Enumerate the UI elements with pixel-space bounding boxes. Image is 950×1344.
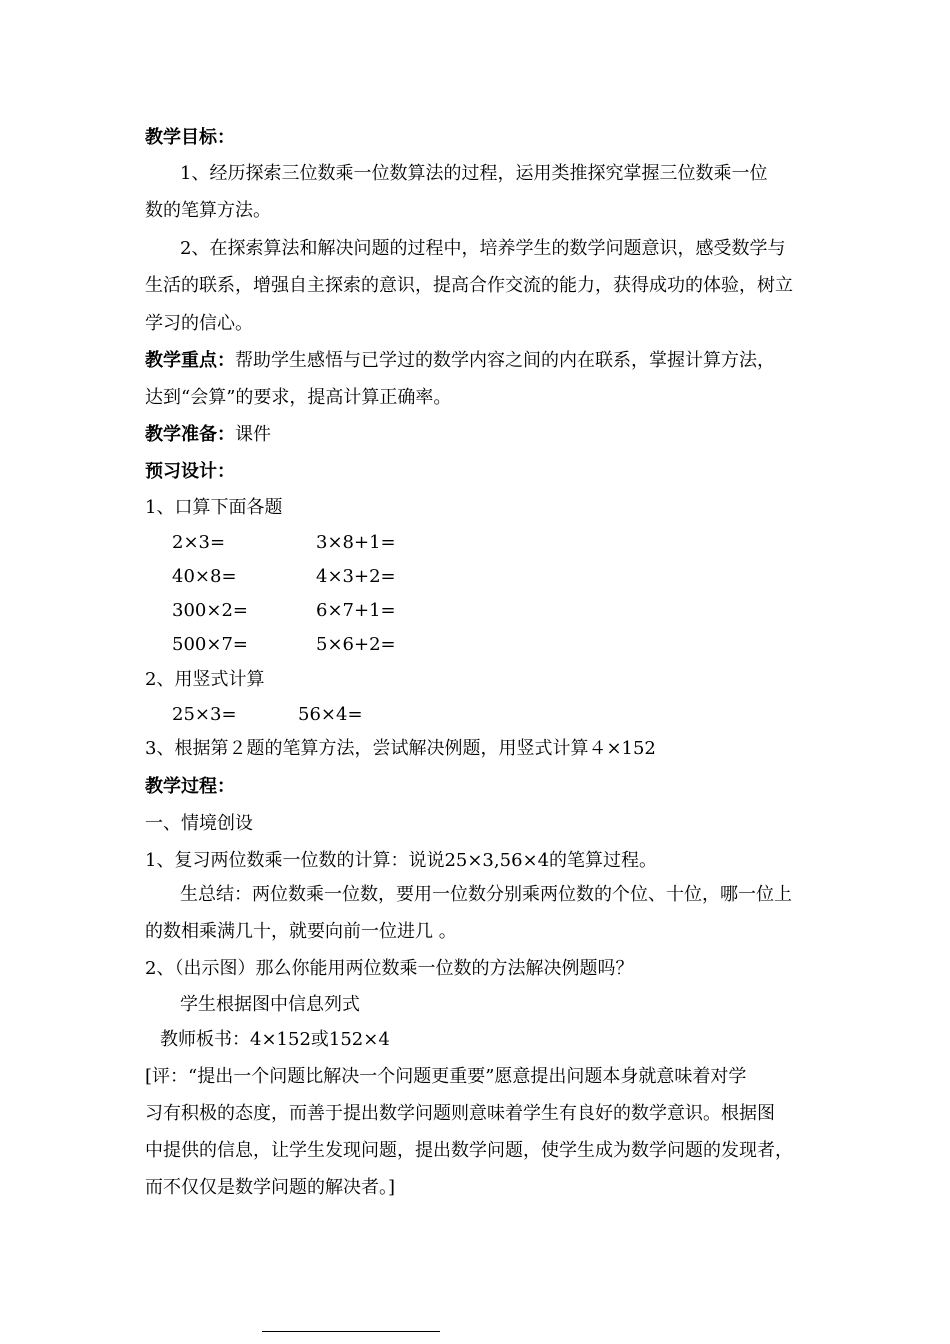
objective-2-line-2: 生活的联系，增强自主探索的意识，提高合作交流的能力，获得成功的体验，树立 <box>145 275 793 296</box>
key-points-line-2: 达到“会算”的要求，提高计算正确率。 <box>145 387 452 408</box>
comment-line-1: [评：“提出一个问题比解决一个问题更重要”愿意提出问题本身就意味着对学 <box>145 1066 747 1087</box>
objective-2-line-1: 2、在探索算法和解决问题的过程中，培养学生的数学问题意识，感受数学与 <box>180 238 786 259</box>
vertical-calc-1: 25×3= <box>172 704 237 725</box>
preparation-label: 教学准备： <box>145 424 235 445</box>
oral-row-4-right: 5×6+2= <box>316 634 396 655</box>
oral-row-1-right: 3×8+1= <box>316 532 396 553</box>
student-note: 学生根据图中信息列式 <box>180 994 360 1015</box>
preview-heading: 预习设计： <box>145 461 235 482</box>
oral-row-3-left: 300×2= <box>172 600 248 621</box>
preview-question-2: 2、用竖式计算 <box>145 669 265 690</box>
teacher-board: 教师板书：4×152或152×4 <box>160 1029 390 1050</box>
oral-row-2-right: 4×3+2= <box>316 566 396 587</box>
comment-line-3: 中提供的信息，让学生发现问题，提出数学问题，使学生成为数学问题的发现者， <box>145 1140 793 1161</box>
vertical-calc-2: 56×4= <box>298 704 363 725</box>
preparation-line <box>145 424 271 446</box>
preview-question-1: 1、口算下面各题 <box>145 497 283 518</box>
objective-1-line-2: 数的笔算方法。 <box>145 200 271 221</box>
comment-line-2: 习有积极的态度，而善于提出数学问题则意味着学生有良好的数学意识。根据图 <box>145 1103 775 1124</box>
objective-1-line-1: 1、经历探索三位数乘一位数算法的过程，运用类推探究掌握三位数乘一位 <box>180 163 768 184</box>
comment-line-4: 而不仅仅是数学问题的解决者。] <box>145 1177 396 1198</box>
summary-line-2: 的数相乘满几十，就要向前一位进几 。 <box>145 921 457 942</box>
key-points-line-1 <box>145 350 775 372</box>
objective-2-line-3: 学习的信心。 <box>145 313 253 334</box>
process-step-1: 1、复习两位数乘一位数的计算：说说25×3,56×4的笔算过程。 <box>145 850 658 871</box>
process-section-1: 一、情境创设 <box>145 813 253 834</box>
oral-row-2-left: 40×8= <box>172 566 237 587</box>
oral-row-4-left: 500×7= <box>172 634 248 655</box>
key-points-text: 帮助学生感悟与已学过的数学内容之间的内在联系，掌握计算方法， <box>235 350 775 371</box>
oral-row-1-left: 2×3= <box>172 532 226 553</box>
process-step-2: 2、（出示图）那么你能用两位数乘一位数的方法解决例题吗？ <box>145 958 634 979</box>
key-points-label: 教学重点： <box>145 350 235 371</box>
footer-rule <box>262 1331 440 1332</box>
oral-row-3-right: 6×7+1= <box>316 600 396 621</box>
objectives-heading: 教学目标： <box>145 127 235 148</box>
summary-line-1: 生总结：两位数乘一位数，要用一位数分别乘两位数的个位、十位，哪一位上 <box>180 884 792 905</box>
process-heading: 教学过程： <box>145 776 235 797</box>
preview-question-3: 3、根据第２题的笔算方法，尝试解决例题，用竖式计算４×152 <box>145 738 656 759</box>
preparation-value: 课件 <box>235 424 271 445</box>
